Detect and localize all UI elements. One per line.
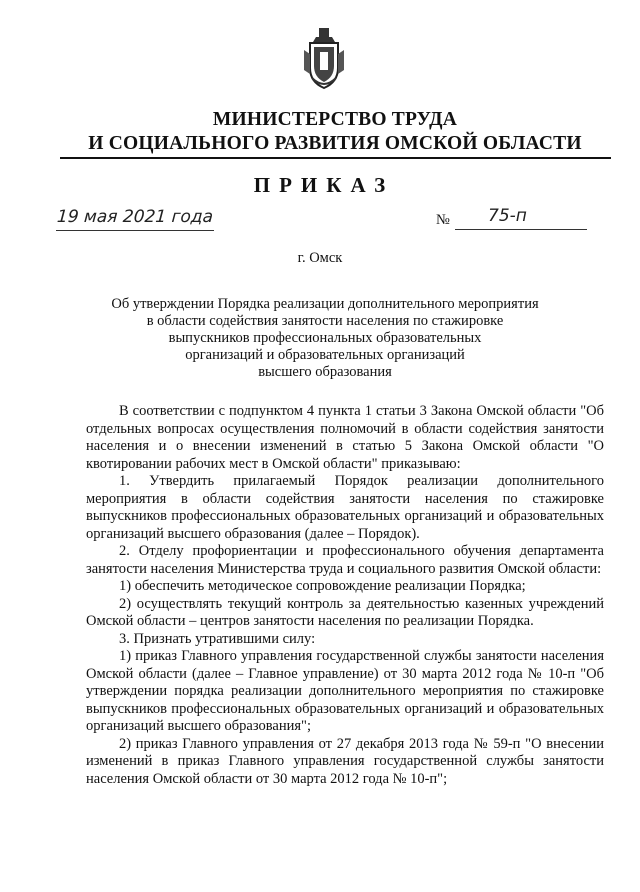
item-3-1-paragraph: 1) приказ Главного управления государственной службы занятости населения Омской области (далее – Главное управление) от 30 марта 2012 года № 10-п "Об утверждении порядка реализации дополнительного мероприятия по стажировке выпускников профессиональных образовательных организаций и образовательных организаций высшего образования"; <box>86 648 604 734</box>
subject-line: выпускников профессиональных образовательных <box>168 330 482 346</box>
subject-line: организаций и образовательных организаций <box>185 347 465 363</box>
item-3-paragraph: 3. Признать утратившими силу: <box>119 630 316 647</box>
item-1-paragraph: 1. Утвердить прилагаемый Порядок реализации дополнительного мероприятия в области содействия занятости населения по стажировке выпускников профессиональных образовательных организаций и образовательных организаций высшего образования (далее – Порядок). <box>86 473 604 542</box>
number-label: № <box>436 212 450 228</box>
city-name: г. Омск <box>297 250 343 266</box>
order-subject <box>80 296 570 381</box>
item-2-2-paragraph: 2) осуществлять текущий контроль за деятельностью казенных учреждений Омской области – центров занятости населения по реализации Порядка. <box>86 595 604 629</box>
organization-name-line-1: МИНИСТЕРСТВО ТРУДА <box>212 109 458 130</box>
handwritten-number: 75-п <box>488 206 527 226</box>
subject-line: в области содействия занятости населения по стажировке <box>146 313 504 329</box>
date-underline <box>56 230 214 231</box>
number-underline <box>455 229 587 230</box>
organization-name-line-2: И СОЦИАЛЬНОГО РАЗВИТИЯ ОМСКОЙ ОБЛАСТИ <box>88 133 582 154</box>
header-divider <box>60 157 611 159</box>
coat-of-arms-emblem <box>300 28 348 90</box>
item-2-paragraph: 2. Отделу профориентации и профессионального обучения департамента занятости населения Министерства труда и социального развития Омской области: <box>86 543 604 577</box>
item-2-1-paragraph: 1) обеспечить методическое сопровождение реализации Порядка; <box>119 578 526 594</box>
handwritten-date: 19 мая 2021 года <box>56 207 214 227</box>
preamble-paragraph: В соответствии с подпунктом 4 пункта 1 статьи 3 Закона Омской области "Об отдельных вопросах осуществления полномочий в области содействия занятости населения и о внесении изменений в статью 5 Закона Омской области "О квотировании рабочих мест в Омской области" приказываю: <box>86 403 604 472</box>
item-3-2-paragraph: 2) приказ Главного управления от 27 декабря 2013 года № 59-п "О внесении изменений в приказ Главного управления государственной службы занятости населения Омской области от 30 марта 2012 года № 10-п"; <box>86 735 604 787</box>
order-body <box>86 403 604 788</box>
subject-line: Об утверждении Порядка реализации дополнительного мероприятия <box>111 296 539 312</box>
document-type-title: ПРИКАЗ <box>253 173 395 197</box>
subject-line: высшего образования <box>258 364 392 380</box>
